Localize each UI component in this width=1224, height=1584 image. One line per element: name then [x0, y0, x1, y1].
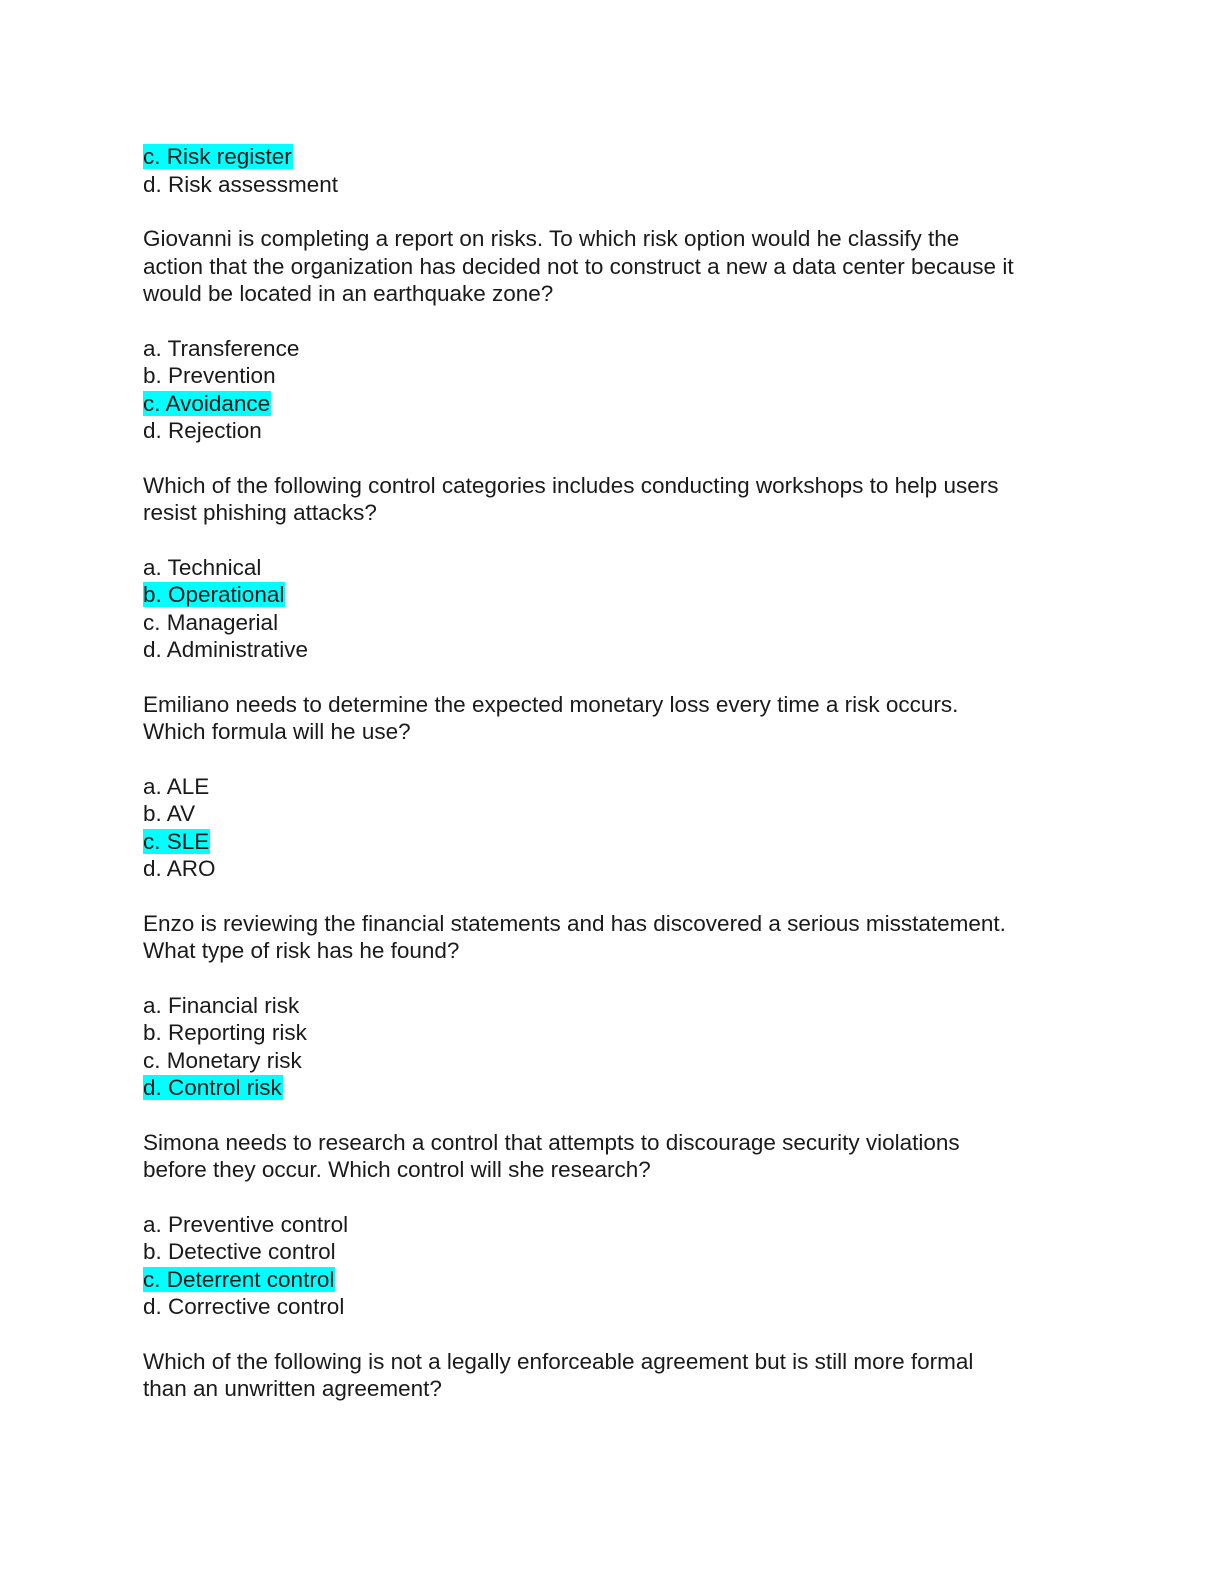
question-text-line: Emiliano needs to determine the expected monetary loss every time a risk occurs. — [143, 691, 959, 717]
question-text-line: would be located in an earthquake zone? — [143, 281, 554, 306]
option-d: d. Risk assessment — [143, 171, 339, 197]
previous-question-options — [143, 143, 1083, 198]
option-a: a. Technical — [143, 554, 262, 580]
option-a: a. Preventive control — [143, 1211, 349, 1237]
question-1 — [143, 225, 1083, 445]
option-d: d. Rejection — [143, 418, 262, 443]
question-text-line: than an unwritten agreement? — [143, 1376, 442, 1401]
option-d: d. ARO — [143, 856, 216, 881]
question-text-line: before they occur. Which control will she research? — [143, 1157, 651, 1182]
option-d: d. Administrative — [143, 637, 309, 662]
question-text-line: Which of the following control categories includes conducting workshops to help users — [143, 472, 999, 498]
question-4 — [143, 910, 1083, 1102]
question-text-line: Which of the following is not a legally enforceable agreement but is still more formal — [143, 1348, 974, 1374]
question-text-line: Simona needs to research a control that attempts to discourage security violations — [143, 1129, 960, 1155]
option-a: a. ALE — [143, 773, 210, 799]
option-c-answer: c. Avoidance — [143, 390, 271, 416]
question-text-line: resist phishing attacks? — [143, 500, 377, 525]
question-2 — [143, 472, 1083, 664]
option-a: a. Financial risk — [143, 992, 300, 1018]
option-c-answer: c. Deterrent control — [143, 1266, 335, 1292]
question-3 — [143, 691, 1083, 883]
question-6 — [143, 1348, 1083, 1403]
document-page — [143, 143, 1083, 1403]
option-b: b. AV — [143, 801, 196, 826]
option-b: b. Reporting risk — [143, 1020, 307, 1045]
question-text-line: Enzo is reviewing the financial statements and has discovered a serious misstatement. — [143, 910, 1006, 936]
question-text-line: Giovanni is completing a report on risks. To which risk option would he classify the — [143, 226, 960, 251]
option-b: b. Detective control — [143, 1239, 336, 1264]
option-d-answer: d. Control risk — [143, 1075, 282, 1100]
question-text-line: What type of risk has he found? — [143, 938, 460, 963]
option-c: c. Managerial — [143, 609, 279, 635]
option-c-answer: c. Risk register — [143, 144, 292, 169]
question-5 — [143, 1129, 1083, 1321]
option-b: b. Prevention — [143, 363, 276, 388]
option-a: a. Transference — [143, 335, 300, 361]
option-b-answer: b. Operational — [143, 582, 285, 607]
option-c-answer: c. SLE — [143, 828, 210, 854]
option-d: d. Corrective control — [143, 1294, 345, 1319]
option-c: c. Monetary risk — [143, 1047, 302, 1073]
question-text-line: Which formula will he use? — [143, 719, 411, 744]
question-text-line: action that the organization has decided not to construct a new a data center because it — [143, 253, 1014, 279]
